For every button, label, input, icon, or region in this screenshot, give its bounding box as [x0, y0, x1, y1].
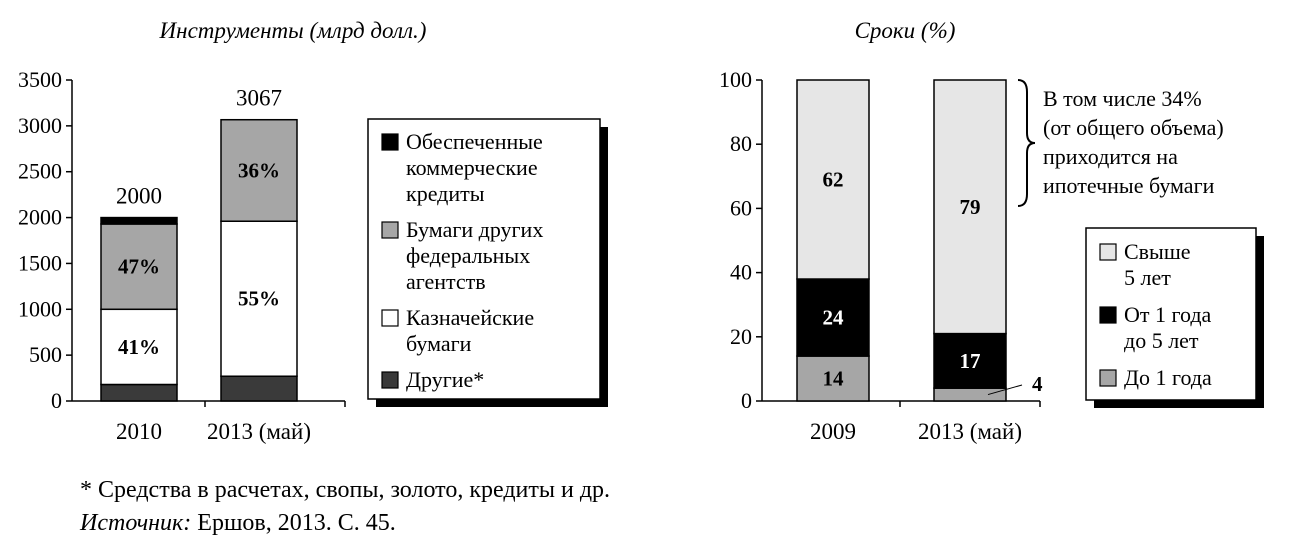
total-label: 2000	[116, 183, 162, 209]
source-text: Ершов, 2013. С. 45.	[191, 510, 396, 536]
legend-label: Свыше	[1124, 239, 1191, 264]
data-label: 62	[822, 167, 844, 192]
legend-swatch	[382, 372, 398, 388]
legend-label: коммерческие	[406, 155, 538, 180]
annotation-line: ипотечные бумаги	[1043, 173, 1215, 198]
y-tick-label: 80	[730, 131, 752, 157]
bar-segment	[934, 388, 1006, 401]
legend-label: бумаги	[406, 331, 472, 356]
legend-label: До 1 года	[1124, 365, 1212, 390]
annotation-line: В том числе 34%	[1043, 86, 1202, 111]
category-label: 2009	[810, 419, 856, 444]
legend-label: Обеспеченные	[406, 129, 543, 154]
maturity-chart-title: Сроки (%)	[854, 18, 956, 43]
legend-label: федеральных	[406, 243, 531, 268]
data-label: 36%	[238, 158, 280, 183]
annotation-brace	[1018, 80, 1035, 206]
y-tick-label: 2000	[18, 204, 62, 230]
legend-swatch	[1100, 370, 1116, 386]
instruments-legend	[368, 119, 608, 407]
data-label: 4	[1032, 372, 1043, 396]
annotation-line: (от общего объема)	[1043, 115, 1224, 140]
legend-swatch	[1100, 244, 1116, 260]
legend-swatch	[382, 310, 398, 326]
annotation-line: приходится на	[1043, 144, 1178, 169]
category-label: 2013 (май)	[207, 419, 311, 444]
category-label: 2013 (май)	[918, 419, 1022, 444]
y-tick-label: 0	[51, 388, 62, 413]
data-label: 41%	[118, 334, 160, 359]
y-tick-label: 3000	[18, 112, 62, 138]
legend-label: Казначейские	[406, 305, 535, 330]
instruments-plot	[18, 67, 345, 444]
data-label: 47%	[118, 254, 160, 279]
maturity-plot	[719, 67, 1043, 444]
maturity-chart	[719, 18, 1264, 444]
bar-segment	[101, 384, 177, 401]
footnote: * Средства в расчетах, свопы, золото, кредиты и др.	[80, 477, 611, 503]
legend-label: Бумаги других	[406, 217, 544, 242]
y-tick-label: 60	[730, 195, 752, 221]
legend-swatch	[382, 222, 398, 238]
y-tick-label: 100	[719, 67, 752, 92]
y-tick-label: 0	[741, 388, 752, 413]
bar-segment	[101, 218, 177, 224]
y-tick-label: 1000	[18, 296, 62, 322]
legend-label: агентств	[406, 269, 486, 294]
total-label: 3067	[236, 85, 282, 111]
y-tick-label: 40	[730, 259, 752, 285]
data-label: 14	[822, 366, 844, 391]
legend-swatch	[382, 134, 398, 150]
bar-segment	[221, 376, 297, 401]
legend-label: до 5 лет	[1124, 328, 1199, 353]
y-tick-label: 3500	[18, 67, 62, 92]
data-label: 79	[959, 194, 981, 219]
y-tick-label: 2500	[18, 158, 62, 184]
y-tick-label: 20	[730, 323, 752, 349]
data-label: 24	[822, 305, 844, 330]
legend-swatch	[1100, 307, 1116, 323]
instruments-chart-title: Инструменты (млрд долл.)	[159, 18, 427, 43]
legend-label: 5 лет	[1124, 265, 1171, 290]
instruments-chart	[18, 18, 608, 444]
y-tick-label: 1500	[18, 250, 62, 276]
data-label: 55%	[238, 286, 280, 311]
maturity-legend	[1086, 228, 1264, 408]
source-label: Источник:	[80, 510, 192, 536]
y-tick-label: 500	[29, 342, 62, 368]
data-label: 17	[959, 348, 981, 373]
legend-label: Другие*	[406, 367, 485, 392]
category-label: 2010	[116, 419, 162, 444]
legend-label: кредиты	[406, 181, 485, 206]
mortgage-annotation	[1018, 80, 1224, 206]
legend-label: От 1 года	[1124, 302, 1212, 327]
source-line	[80, 510, 396, 537]
